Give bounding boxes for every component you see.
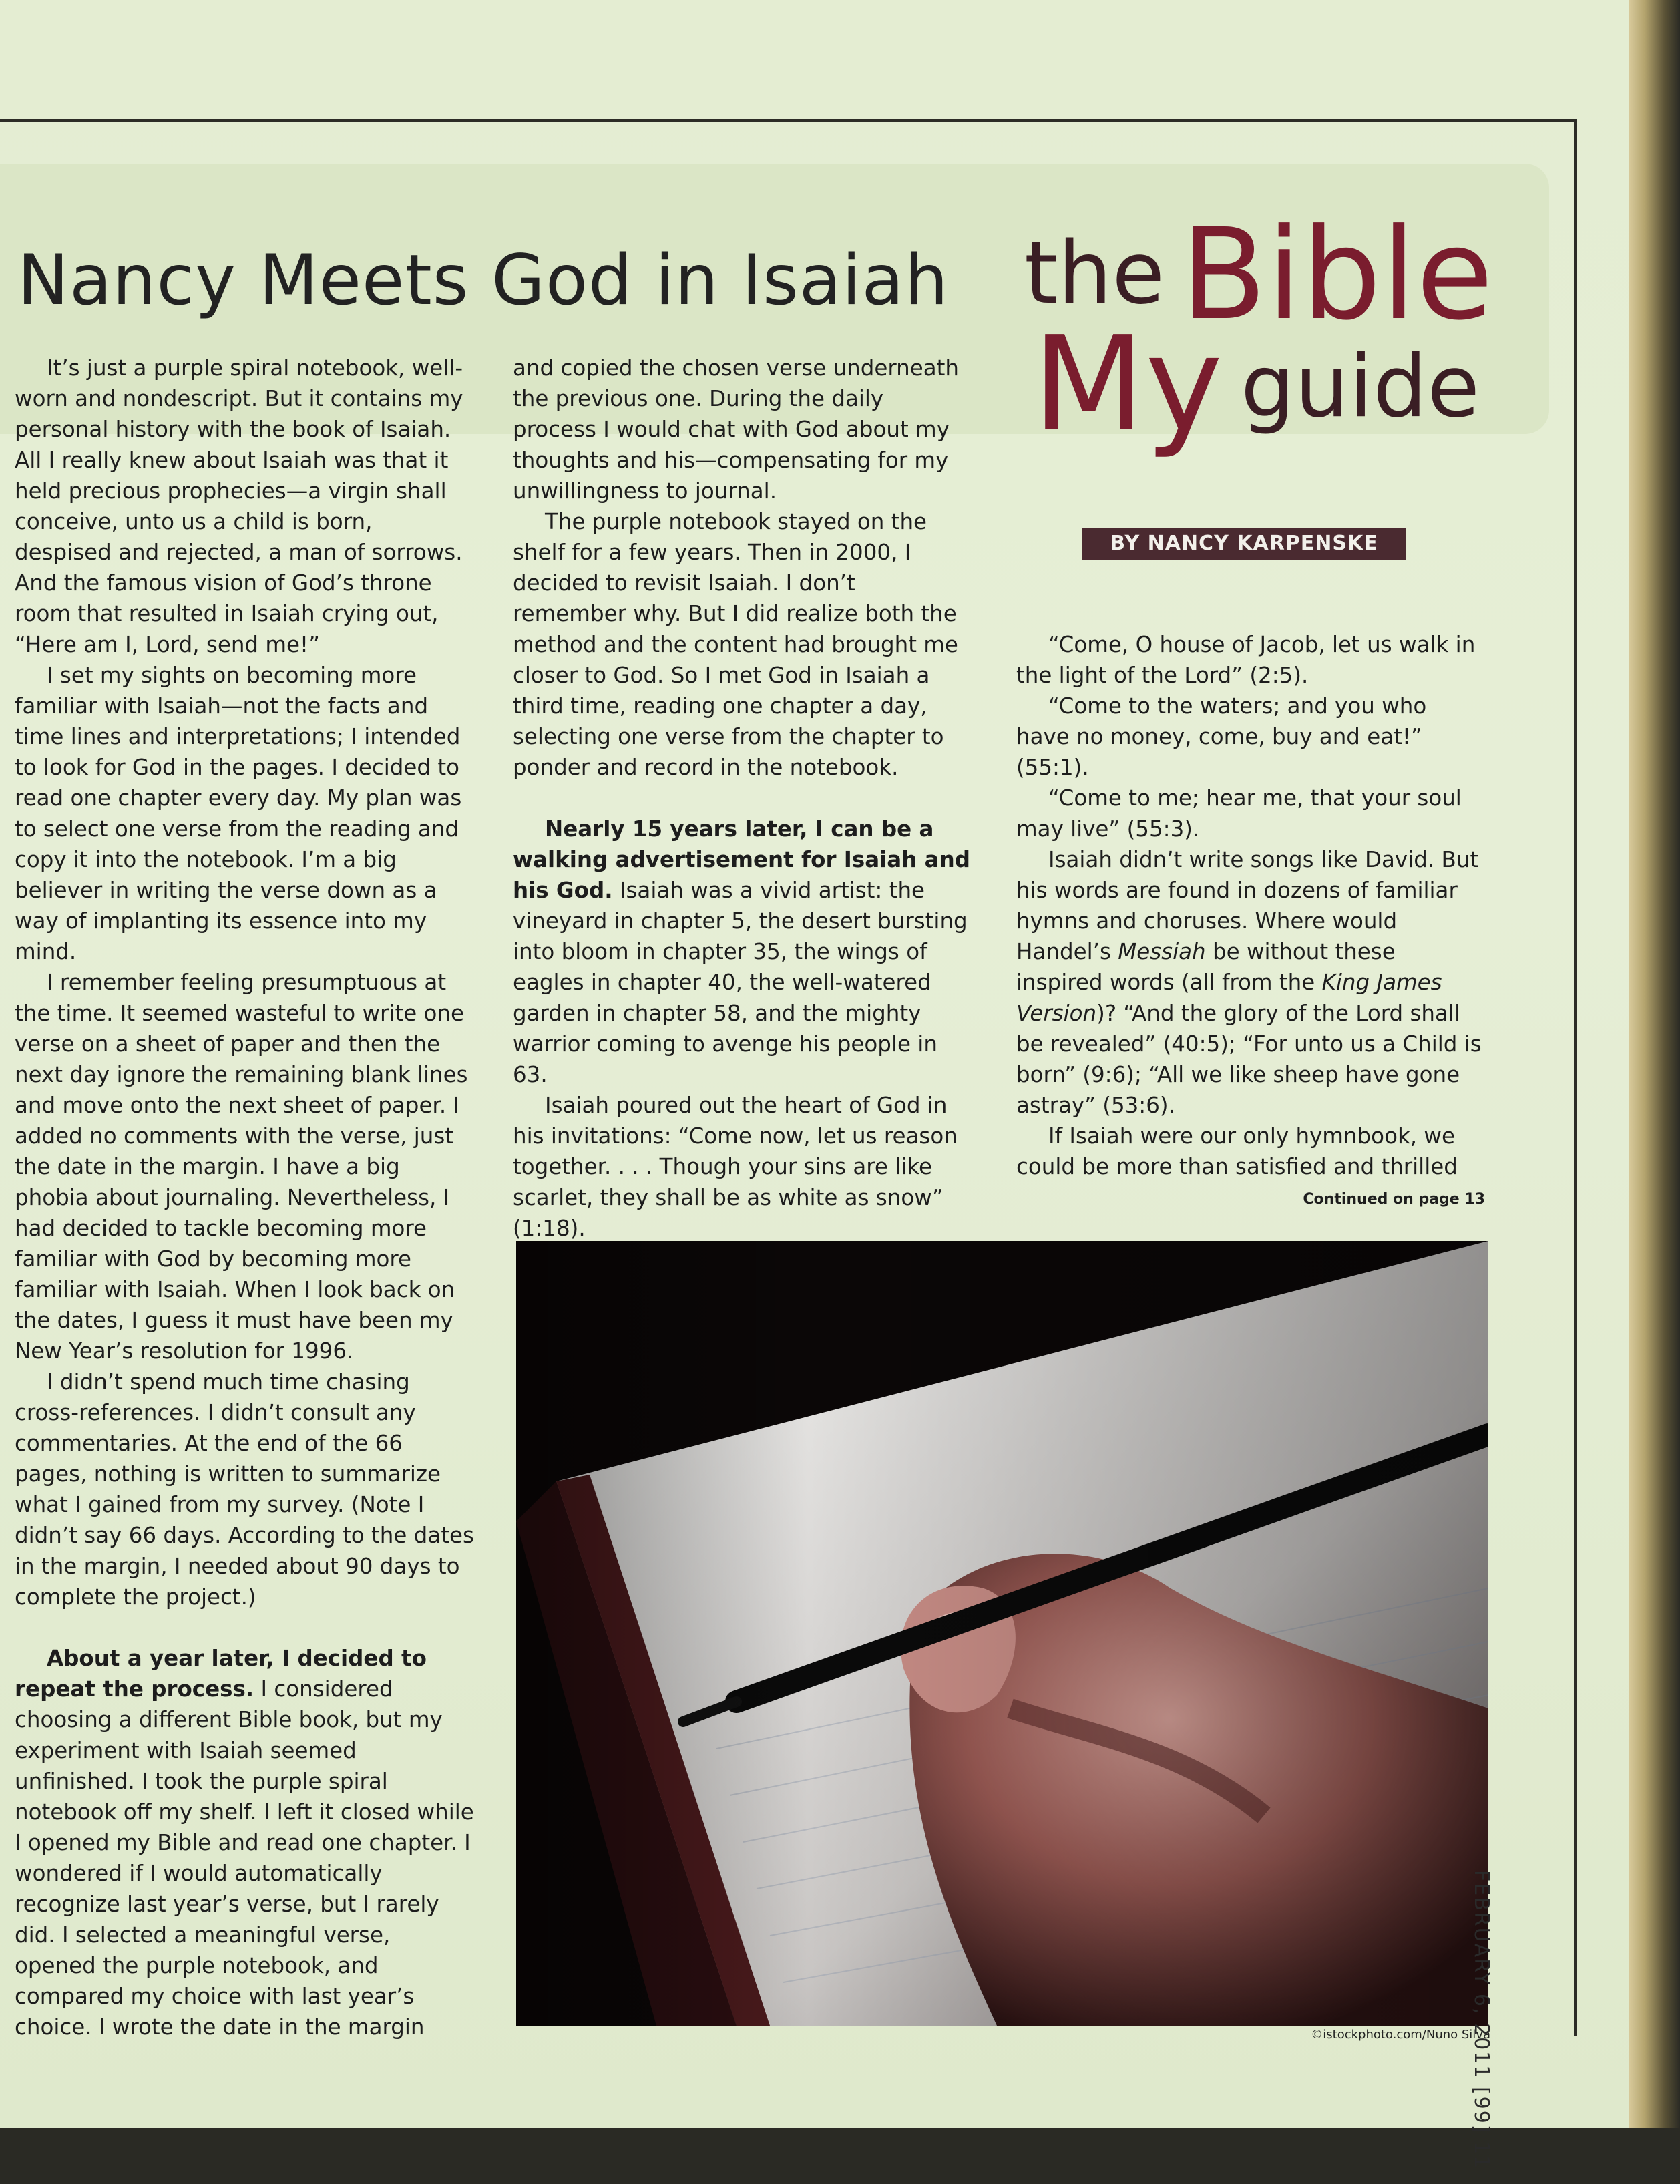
top-rule	[0, 119, 1577, 122]
paragraph: Isaiah poured out the heart of God in his invitations: “Come now, let us reason together. . . . Though your sins are like scarlet, they shall be as white as snow” (1:18).	[513, 1093, 958, 1241]
right-rule	[1574, 119, 1577, 2036]
paragraph: I didn’t spend much time chasing cross-references. I didn’t consult any commentaries. At the end of the 66 pages, nothing is written to summarize what I gained from my survey. (Note I didn’t say 66 days. According to the dates in the margin, I needed about 90 days to complete the project.)	[15, 1369, 474, 1610]
page-folio: FEBRUARY 6, 2011 [99] 11	[1470, 1870, 1493, 2170]
paragraph: “Come to me; hear me, that your soul may live” (55:3).	[1016, 785, 1462, 842]
paragraph: It’s just a purple spiral notebook, well-worn and nondescript. But it contains my personal history with the book of Isaiah. All I really knew about Isaiah was that it held precious prophecies—a virgin shall conceive, unto us a child is born, despised and rejected, a man of sorrows. And the famous vision of God’s throne room that resulted in Isaiah crying out, “Here am I, Lord, send me!”	[15, 355, 463, 657]
paragraph: The purple notebook stayed on the shelf for a few years. Then in 2000, I decided to revisit Isaiah. I don’t remember why. But I did realize both the method and the content had brought me closer to God. So I met God in Isaiah a third time, reading one chapter a day, selecting one verse from the chapter to ponder and record in the notebook.	[513, 509, 958, 780]
photo-hand-writing	[516, 1241, 1488, 2026]
lead-in: About a year later, I decided to repeat the process.	[15, 1646, 427, 1702]
paragraph-text: )? “And the glory of the Lord shall be revealed” (40:5); “For unto us a Child is born” (9:6); “All we like sheep have gone astray” (53:6).	[1016, 1000, 1482, 1118]
italic-title: Messiah	[1118, 939, 1206, 964]
continued-note: Continued on page 13	[1303, 1191, 1485, 1208]
logo-word-my: My	[1032, 309, 1223, 461]
page-edge	[1629, 0, 1680, 2128]
article-title: Nancy Meets God in Isaiah	[17, 240, 949, 321]
paragraph-lead	[15, 1643, 475, 2042]
paragraph	[1016, 844, 1484, 1121]
hand-writing-illustration	[516, 1241, 1488, 2026]
paragraph-text: Isaiah was a vivid artist: the vineyard in chapter 5, the desert bursting into bloom in chapter 35, the wings of eagles in chapter 40, the well-watered garden in chapter 58, and the mighty warrior coming to avenge his people in 63.	[513, 878, 968, 1087]
paragraph-lead	[513, 813, 974, 1090]
logo-word-the: the	[1024, 224, 1165, 323]
photo-credit: ©istockphoto.com/Nuno Silva	[1311, 2028, 1490, 2042]
paragraph: “Come, O house of Jacob, let us walk in the light of the Lord” (2:5).	[1016, 632, 1476, 688]
byline: BY NANCY KARPENSKE	[1082, 528, 1406, 560]
italic-title: King James Version	[1016, 970, 1442, 1026]
article-column-1	[15, 353, 475, 2042]
paragraph: If Isaiah were our only hymnbook, we could be more than satisfied and thrilled	[1016, 1123, 1458, 1179]
logo-word-guide: guide	[1241, 337, 1480, 437]
paragraph-text: I considered choosing a different Bible book, but my experiment with Isaiah seemed unfinished. I took the purple spiral notebook off my shelf. I left it closed while I opened my Bible and read one chapter. I wondered if I would automatically recognize last year’s verse, but I rarely did. I selected a meaningful verse, opened the purple notebook, and compared my choice with last year’s choice. I wrote the date in the margin	[15, 1676, 474, 2040]
column-logo	[1015, 202, 1494, 494]
logo-word-bible: Bible	[1181, 202, 1494, 348]
paragraph: I remember feeling presumptuous at the time. It seemed wasteful to write one verse on a sheet of paper and then the next day ignore the remaining blank lines and move onto the next sheet of paper. I added no comments with the verse, just the date in the margin. I have a big phobia about journaling. Nevertheless, I had decided to tackle becoming more familiar with God by becoming more familiar with Isaiah. When I look back on the dates, I guess it must have been my New Year’s resolution for 1996.	[15, 970, 468, 1364]
article-column-2	[513, 353, 974, 1244]
paragraph-text: Isaiah didn’t write songs like David. But his words are found in dozens of familiar hymns and choruses. Where would Handel’s	[1016, 847, 1479, 964]
article-column-3	[1016, 629, 1484, 1182]
paragraph: I set my sights on becoming more familiar with Isaiah—not the facts and time lines and interpretations; I intended to look for God in the pages. I decided to read one chapter every day. My plan was to select one verse from the reading and copy it into the notebook. I’m a big believer in writing the verse down as a way of implanting its essence into my mind.	[15, 663, 462, 964]
paragraph: and copied the chosen verse underneath the previous one. During the daily process I would chat with God about my thoughts and his—compensating for my unwillingness to journal.	[513, 355, 960, 504]
paragraph-text: be without these inspired words (all from the	[1016, 939, 1396, 995]
paragraph: “Come to the waters; and you who have no money, come, buy and eat!” (55:1).	[1016, 693, 1427, 780]
lead-in: Nearly 15 years later, I can be a walking advertisement for Isaiah and his God.	[513, 816, 971, 903]
